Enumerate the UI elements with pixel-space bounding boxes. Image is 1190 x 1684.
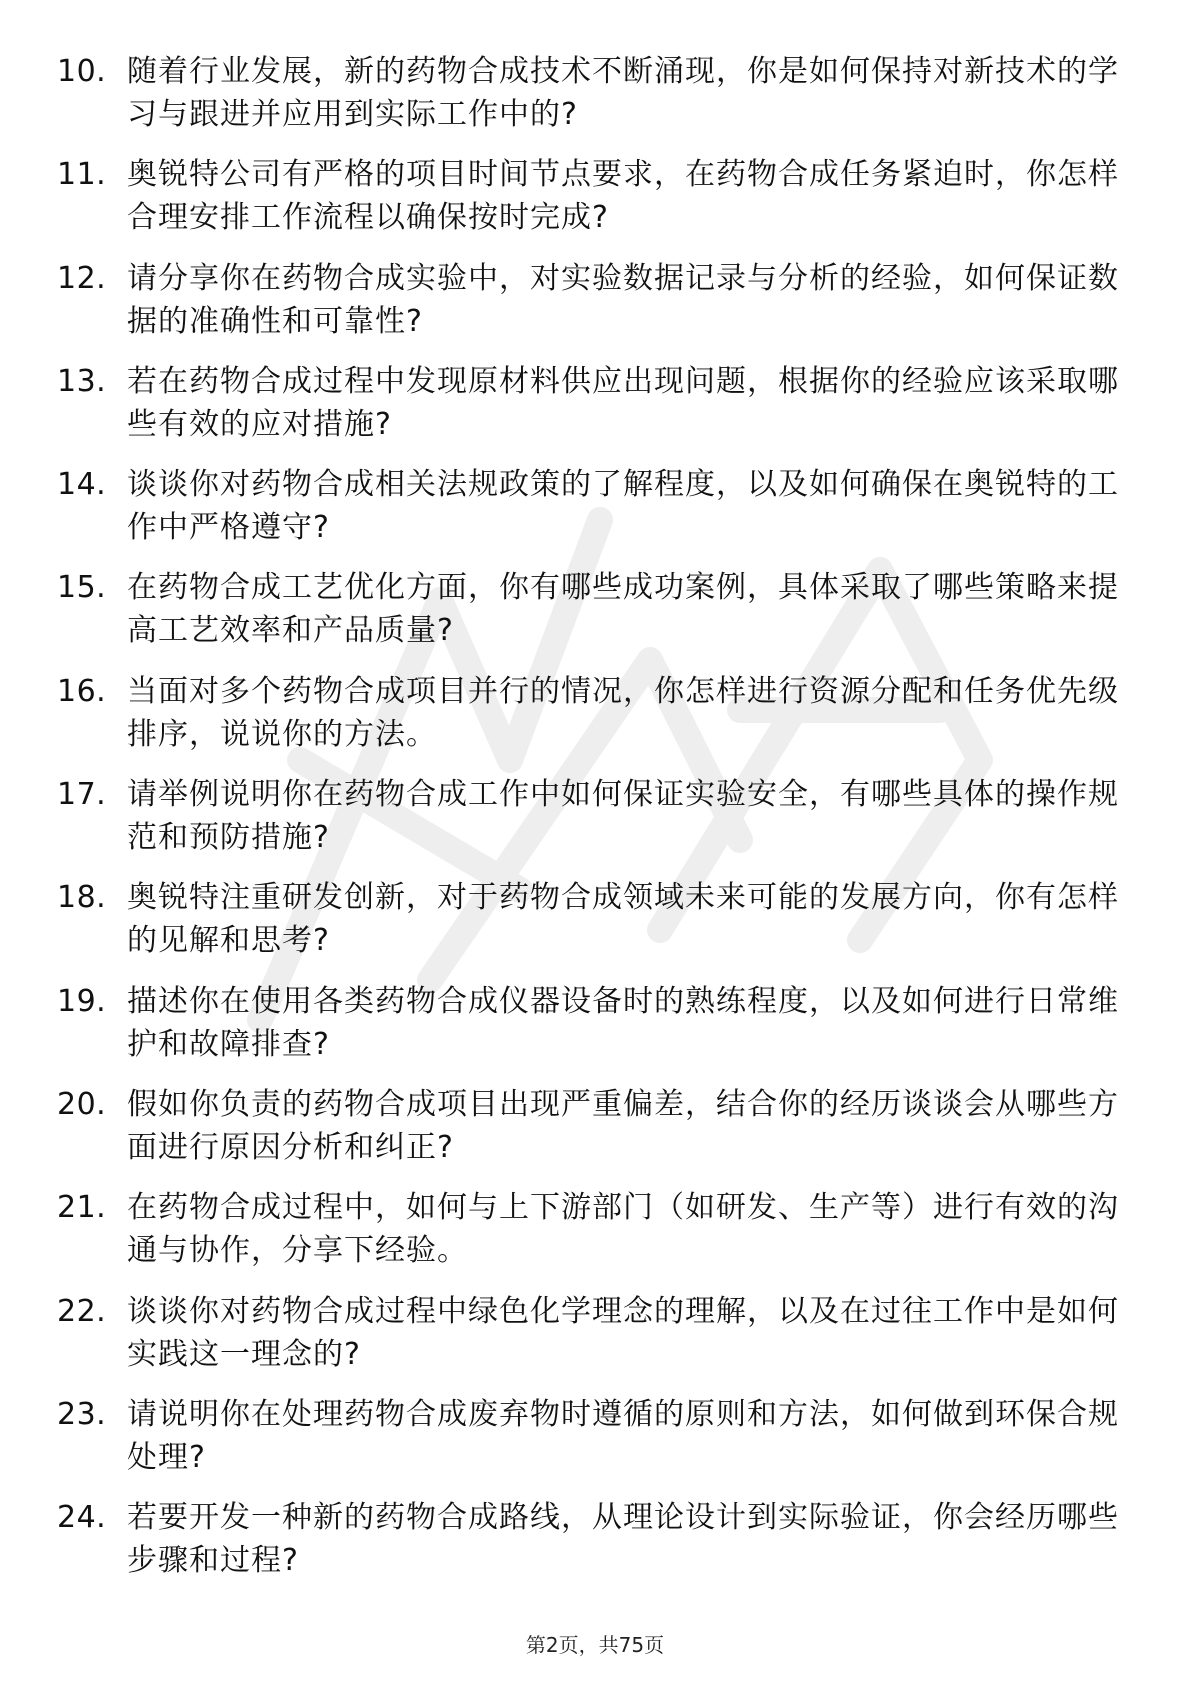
question-text: 请举例说明你在药物合成工作中如何保证实验安全，有哪些具体的操作规范和预防措施? xyxy=(127,777,1119,856)
question-item xyxy=(0,566,1190,669)
question-text: 奥锐特注重研发创新，对于药物合成领域未来可能的发展方向，你有怎样的见解和思考? xyxy=(127,880,1119,959)
question-number: 15. xyxy=(57,570,107,606)
question-item xyxy=(0,876,1190,979)
question-item xyxy=(0,463,1190,566)
question-item xyxy=(0,360,1190,463)
question-text: 随着行业发展，新的药物合成技术不断涌现，你是如何保持对新技术的学习与跟进并应用到实际工作中的? xyxy=(127,54,1119,132)
question-item xyxy=(0,153,1190,256)
question-number: 21. xyxy=(57,1190,107,1226)
question-item xyxy=(0,980,1190,1083)
question-number: 23. xyxy=(57,1396,107,1432)
question-text: 若要开发一种新的药物合成路线，从理论设计到实际验证，你会经历哪些步骤和过程? xyxy=(127,1500,1119,1579)
question-number: 12. xyxy=(57,260,107,296)
question-text: 请说明你在处理药物合成废弃物时遵循的原则和方法，如何做到环保合规处理? xyxy=(127,1396,1119,1475)
question-text: 奥锐特公司有严格的项目时间节点要求，在药物合成任务紧迫时，你怎样合理安排工作流程以确保按时完成? xyxy=(127,157,1119,236)
question-text: 当面对多个药物合成项目并行的情况，你怎样进行资源分配和任务优先级排序，说说你的方法。 xyxy=(127,673,1119,752)
question-text: 谈谈你对药物合成过程中绿色化学理念的理解，以及在过往工作中是如何实践这一理念的? xyxy=(127,1293,1119,1372)
question-number: 19. xyxy=(57,983,107,1019)
question-number: 17. xyxy=(57,777,107,813)
question-number: 13. xyxy=(57,363,107,399)
question-item xyxy=(0,670,1190,773)
question-item xyxy=(0,1496,1190,1599)
question-number: 11. xyxy=(57,157,107,193)
question-item xyxy=(0,1290,1190,1393)
question-item xyxy=(0,257,1190,360)
question-item xyxy=(0,1186,1190,1289)
question-number: 14. xyxy=(57,467,107,503)
question-text: 若在药物合成过程中发现原材料供应出现问题，根据你的经验应该采取哪些有效的应对措施? xyxy=(127,363,1119,442)
question-text: 在药物合成过程中，如何与上下游部门（如研发、生产等）进行有效的沟通与协作，分享下经验。 xyxy=(127,1190,1119,1269)
question-item xyxy=(0,50,1190,153)
page-footer: 第2页，共75页 xyxy=(525,1633,665,1657)
question-text: 请分享你在药物合成实验中，对实验数据记录与分析的经验，如何保证数据的准确性和可靠性? xyxy=(127,260,1119,339)
question-text: 描述你在使用各类药物合成仪器设备时的熟练程度，以及如何进行日常维护和故障排查? xyxy=(127,983,1119,1062)
question-number: 10. xyxy=(57,54,107,89)
question-number: 18. xyxy=(57,880,107,916)
question-text: 假如你负责的药物合成项目出现严重偏差，结合你的经历谈谈会从哪些方面进行原因分析和纠正? xyxy=(127,1086,1119,1165)
question-text: 在药物合成工艺优化方面，你有哪些成功案例，具体采取了哪些策略来提高工艺效率和产品质量? xyxy=(127,570,1119,649)
question-item xyxy=(0,1393,1190,1496)
question-number: 16. xyxy=(57,673,107,709)
question-item xyxy=(0,1083,1190,1186)
question-item xyxy=(0,773,1190,876)
question-number: 20. xyxy=(57,1086,107,1122)
question-text: 谈谈你对药物合成相关法规政策的了解程度，以及如何确保在奥锐特的工作中严格遵守? xyxy=(127,467,1119,546)
question-number: 24. xyxy=(57,1500,107,1536)
question-list xyxy=(0,50,1190,1599)
question-number: 22. xyxy=(57,1293,107,1329)
